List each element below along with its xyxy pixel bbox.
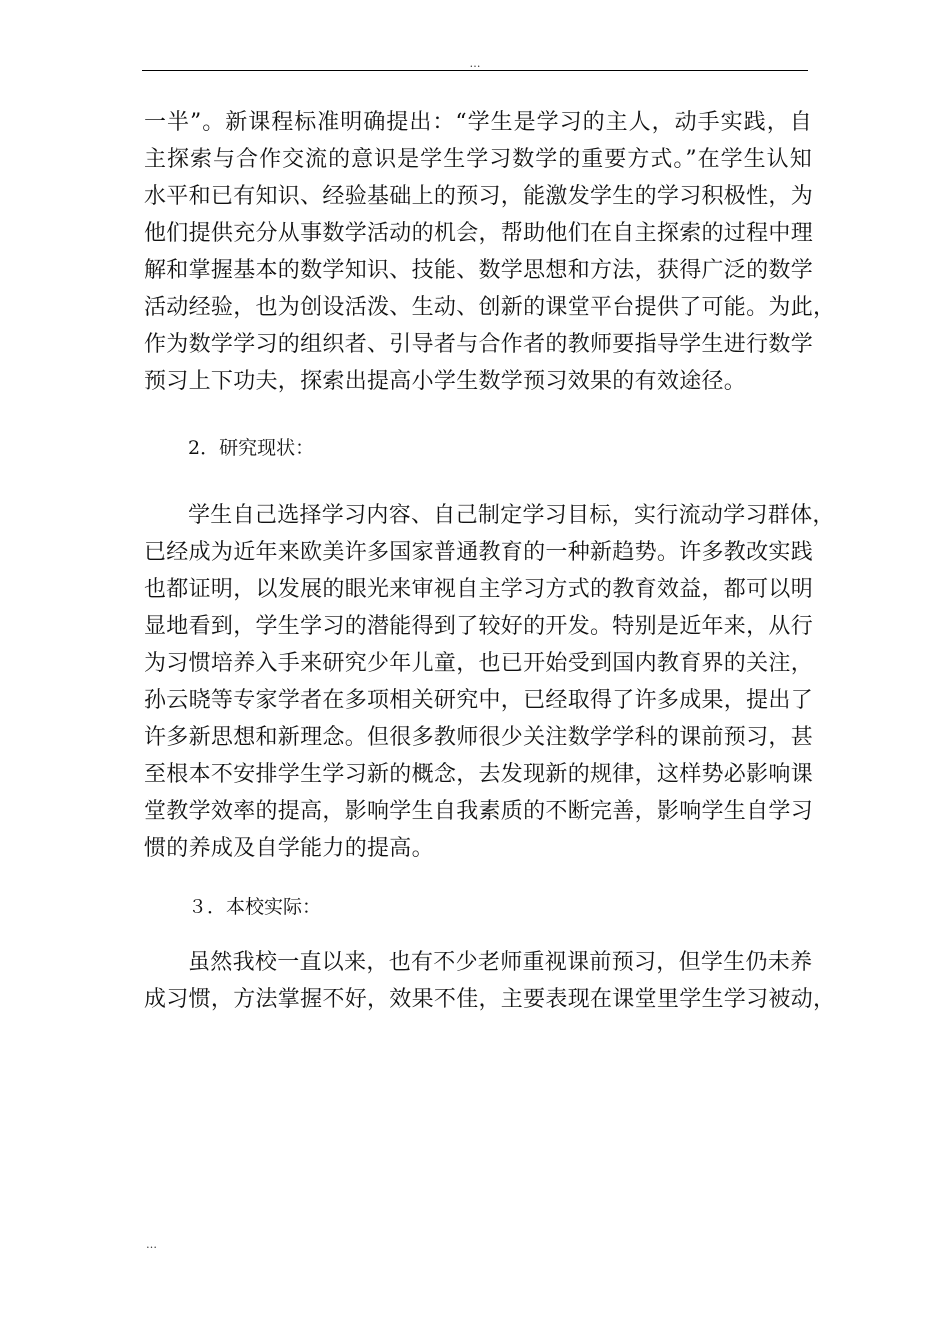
paragraph-3 [144,944,836,1018]
text-line: 水平和已有知识、经验基础上的预习，能激发学生的学习积极性，为 [144,184,814,209]
text-line: 为习惯培养入手来研究少年儿童，也已开始受到国内教育界的关注， [144,651,814,676]
text-line: 学生自己选择学习内容、自己制定学习目标，实行流动学习群体， [188,503,835,528]
text-line: 堂教学效率的提高，影响学生自我素质的不断完善，影响学生自学习 [144,799,814,824]
text-line: 他们提供充分从事数学活动的机会，帮助他们在自主探索的过程中理 [144,221,814,246]
text-line: 主探索与合作交流的意识是学生学习数学的重要方式。”在学生认知 [144,147,812,172]
text-line: 作为数学学习的组织者、引导者与合作者的教师要指导学生进行数学 [144,332,814,357]
paragraph-gap [144,467,812,497]
document-body [144,104,836,1018]
section-heading-research-status: 2．研究现状： [188,437,315,459]
text-line: 一半”。新课程标准明确提出：“学生是学习的主人，动手实践，自 [144,110,812,135]
text-line: 至根本不安排学生学习新的概念，去发现新的规律，这样势必影响课 [144,762,814,787]
text-line: 显地看到，学生学习的潜能得到了较好的开发。特别是近年来，从行 [144,614,814,639]
text-line: 活动经验，也为创设活泼、生动、创新的课堂平台提供了可能。为此， [144,295,836,320]
text-line: 虽然我校一直以来，也有不少老师重视课前预习，但学生仍未养 [188,950,813,975]
page-header-mark: … [469,57,481,70]
paragraph-1 [144,104,836,400]
text-line: 也都证明，以发展的眼光来审视自主学习方式的教育效益，都可以明 [144,577,814,602]
text-line: 成习惯，方法掌握不好，效果不佳，主要表现在课堂里学生学习被动， [144,987,836,1012]
text-line: 已经成为近年来欧美许多国家普通教育的一种新趋势。许多教改实践 [144,540,814,565]
paragraph-2 [144,497,835,867]
text-line: 解和掌握基本的数学知识、技能、数学思想和方法，获得广泛的数学 [144,258,814,283]
header-rule [142,70,808,71]
text-line: 许多新思想和新理念。但很多教师很少关注数学学科的课前预习，甚 [144,725,814,750]
text-line: 惯的养成及自学能力的提高。 [144,836,434,861]
paragraph-gap [144,867,812,889]
page-footer-mark: … [146,1238,157,1251]
text-line: 预习上下功夫，探索出提高小学生数学预习效果的有效途径。 [144,369,747,394]
paragraph-gap [144,400,812,430]
section-heading-school-situation: ３．本校实际： [188,896,322,918]
paragraph-gap [144,926,812,944]
text-line: 孙云晓等专家学者在多项相关研究中，已经取得了许多成果，提出了 [144,688,814,713]
